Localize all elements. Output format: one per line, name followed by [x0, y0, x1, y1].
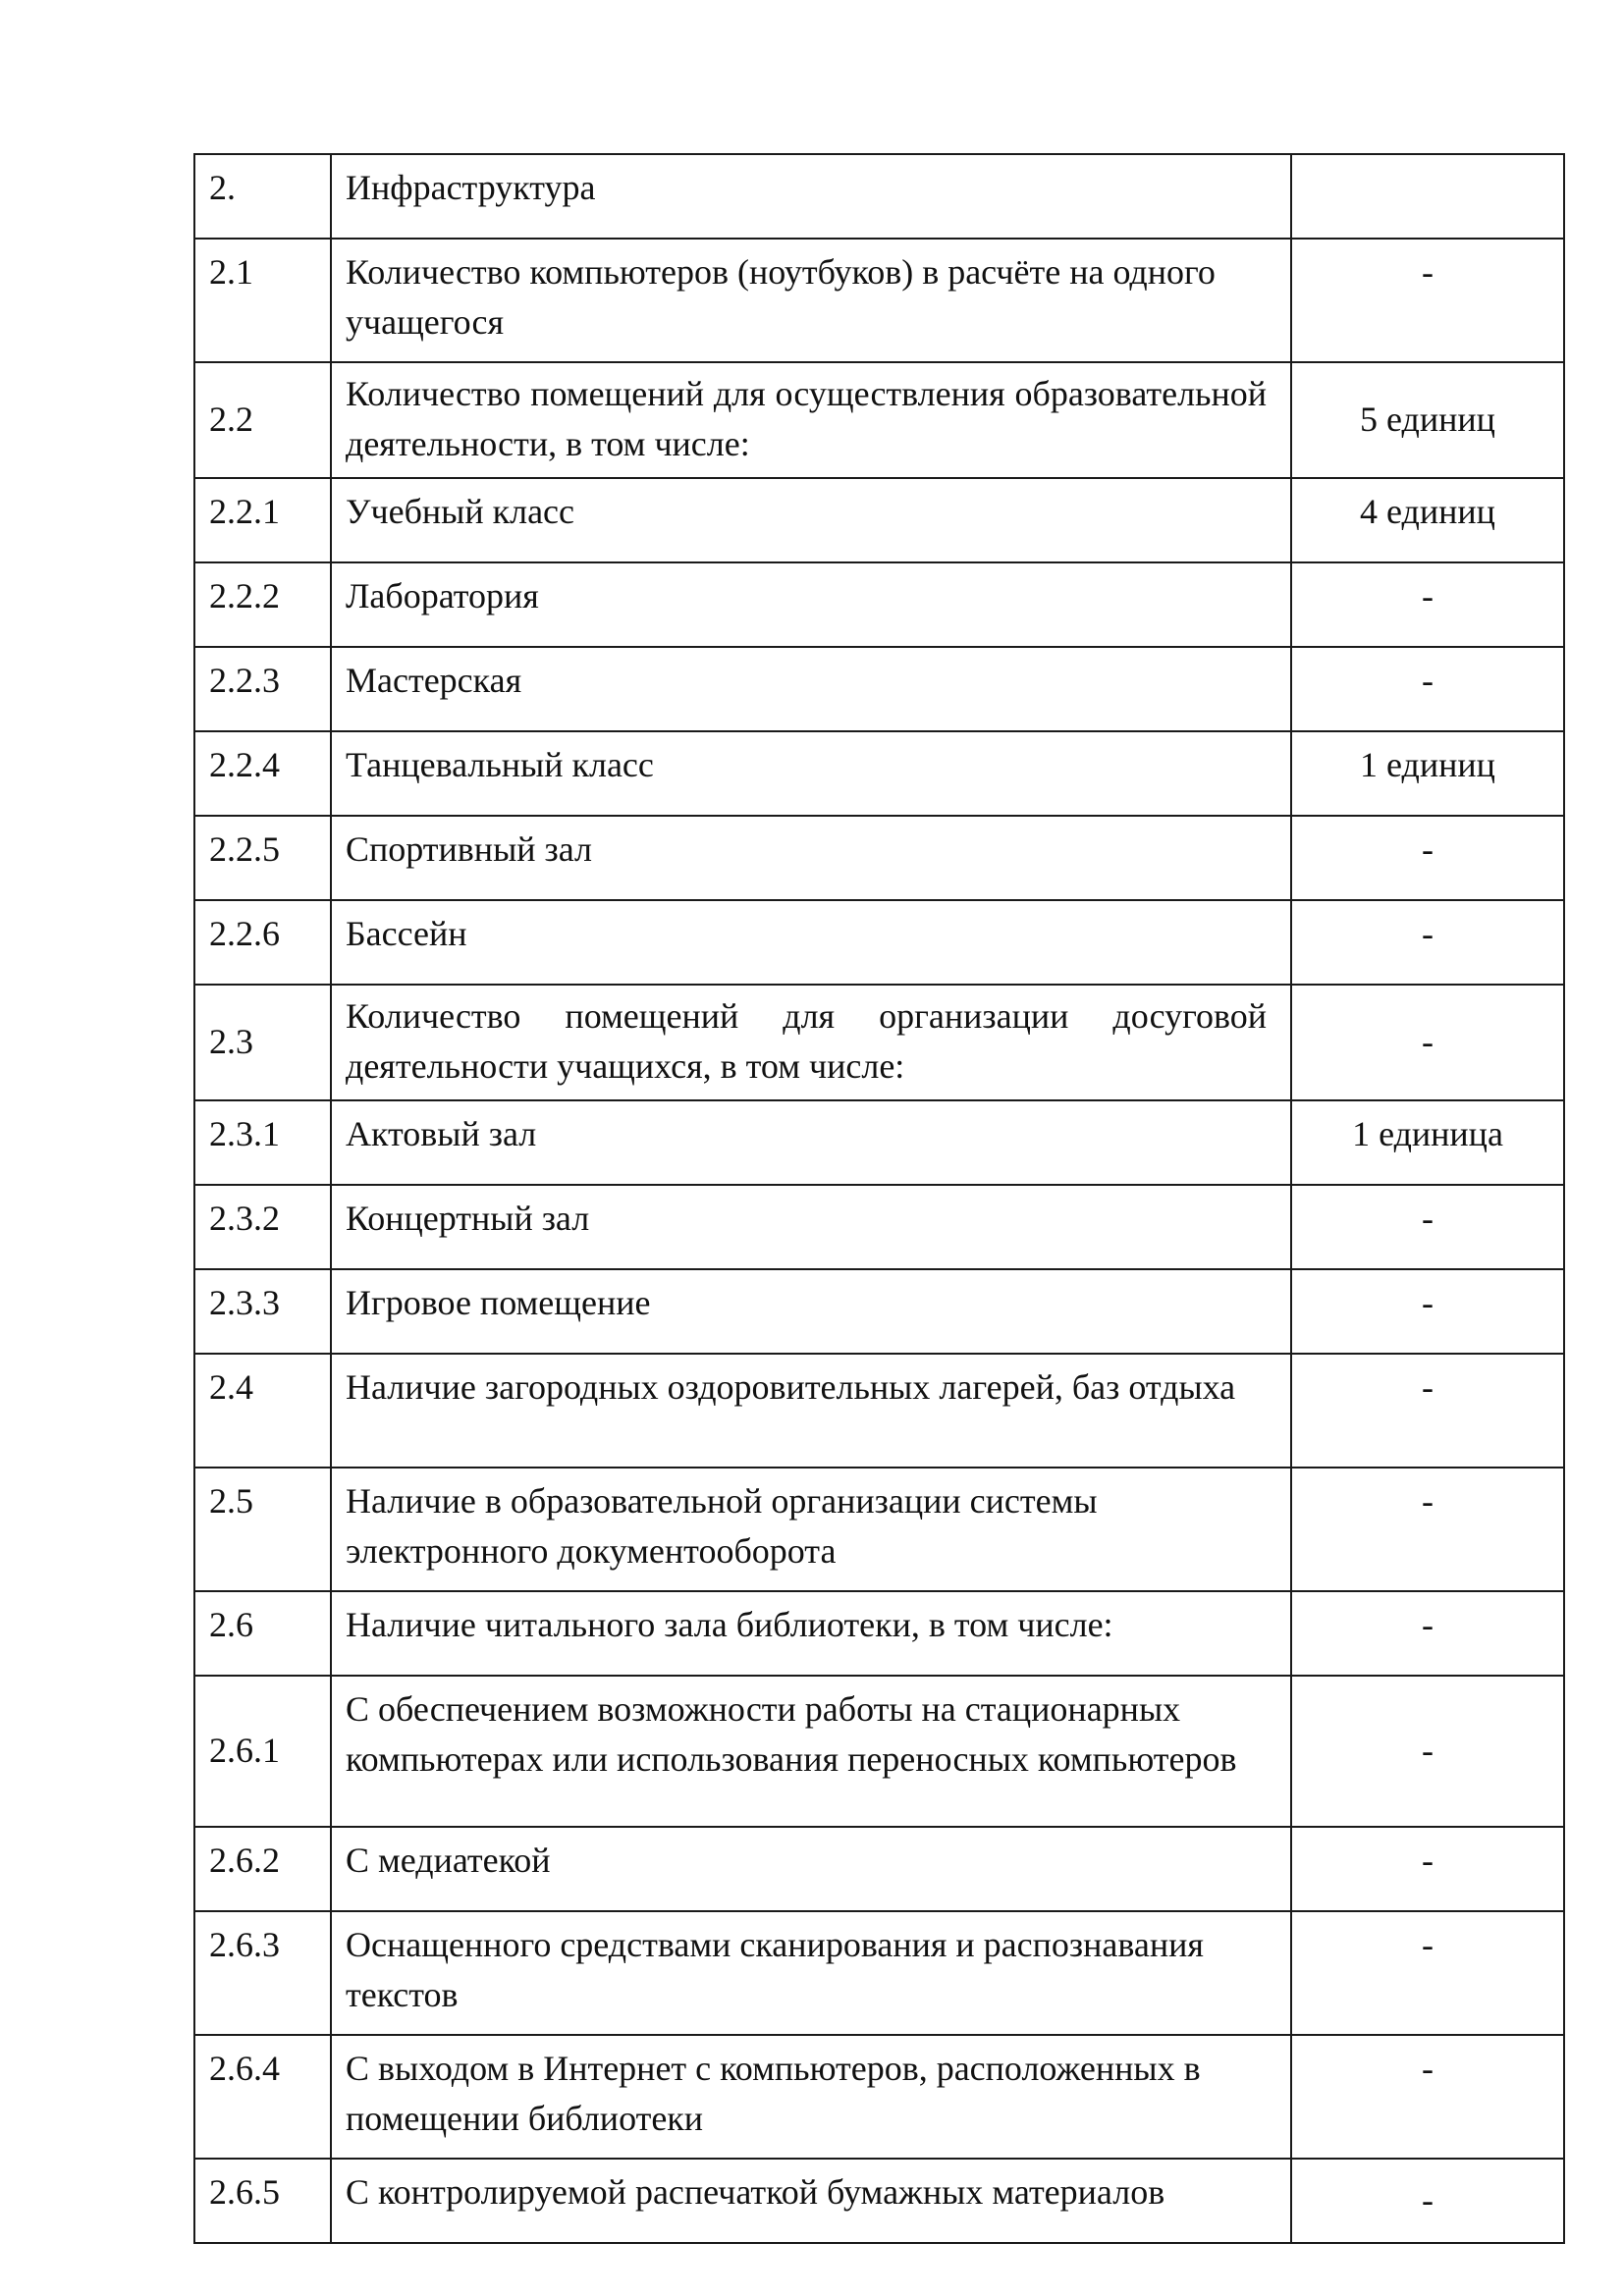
row-indicator: С выходом в Интернет с компьютеров, расположенных в помещении библиотеки	[331, 2035, 1291, 2159]
table-row	[194, 731, 1564, 816]
row-value: -	[1291, 985, 1564, 1100]
row-value: -	[1291, 900, 1564, 985]
row-value: 1 единиц	[1291, 731, 1564, 816]
row-number: 2.1	[194, 239, 331, 362]
table-row	[194, 816, 1564, 900]
table-row	[194, 154, 1564, 239]
row-number: 2.6.2	[194, 1827, 331, 1911]
row-number: 2.6	[194, 1591, 331, 1676]
table-row	[194, 478, 1564, 562]
row-value	[1291, 154, 1564, 239]
row-number: 2.2.4	[194, 731, 331, 816]
row-number: 2.	[194, 154, 331, 239]
row-indicator: Танцевальный класс	[331, 731, 1291, 816]
row-number: 2.6.4	[194, 2035, 331, 2159]
row-number: 2.2.5	[194, 816, 331, 900]
row-indicator: Лаборатория	[331, 562, 1291, 647]
row-indicator: Актовый зал	[331, 1100, 1291, 1185]
table-row	[194, 900, 1564, 985]
row-value: -	[1291, 647, 1564, 731]
row-number: 2.2.2	[194, 562, 331, 647]
row-indicator: Количество помещений для организации досуговой деятельности учащихся, в том числе:	[331, 985, 1291, 1100]
row-indicator: Наличие читального зала библиотеки, в том числе:	[331, 1591, 1291, 1676]
row-value: -	[1291, 1676, 1564, 1827]
row-number: 2.4	[194, 1354, 331, 1468]
row-value: -	[1291, 2159, 1564, 2243]
row-indicator: Количество компьютеров (ноутбуков) в расчёте на одного учащегося	[331, 239, 1291, 362]
row-value: -	[1291, 1827, 1564, 1911]
row-number: 2.2	[194, 362, 331, 478]
row-indicator: Наличие в образовательной организации системы электронного документооборота	[331, 1468, 1291, 1591]
infrastructure-table	[193, 153, 1565, 2244]
table-row	[194, 1468, 1564, 1591]
row-indicator: Количество помещений для осуществления образовательной деятельности, в том числе:	[331, 362, 1291, 478]
row-number: 2.6.5	[194, 2159, 331, 2243]
row-number: 2.6.1	[194, 1676, 331, 1827]
table-row	[194, 562, 1564, 647]
row-value: -	[1291, 1591, 1564, 1676]
row-value: -	[1291, 1185, 1564, 1269]
row-indicator: Бассейн	[331, 900, 1291, 985]
row-number: 2.3.2	[194, 1185, 331, 1269]
row-indicator: С контролируемой распечаткой бумажных материалов	[331, 2159, 1291, 2243]
row-number: 2.6.3	[194, 1911, 331, 2035]
table-row	[194, 2159, 1564, 2243]
row-indicator: Учебный класс	[331, 478, 1291, 562]
row-indicator: Инфраструктура	[331, 154, 1291, 239]
row-value: 5 единиц	[1291, 362, 1564, 478]
row-number: 2.3	[194, 985, 331, 1100]
row-value: 1 единица	[1291, 1100, 1564, 1185]
row-value: -	[1291, 816, 1564, 900]
row-indicator: С медиатекой	[331, 1827, 1291, 1911]
table-row	[194, 362, 1564, 478]
table-row	[194, 1354, 1564, 1468]
row-number: 2.3.1	[194, 1100, 331, 1185]
table-row	[194, 1827, 1564, 1911]
table-row	[194, 1911, 1564, 2035]
row-number: 2.2.6	[194, 900, 331, 985]
row-indicator: Концертный зал	[331, 1185, 1291, 1269]
row-value: -	[1291, 2035, 1564, 2159]
row-value: -	[1291, 1269, 1564, 1354]
row-number: 2.3.3	[194, 1269, 331, 1354]
row-indicator: Наличие загородных оздоровительных лагерей, баз отдыха	[331, 1354, 1291, 1468]
table-row	[194, 239, 1564, 362]
row-value: 4 единиц	[1291, 478, 1564, 562]
row-number: 2.2.1	[194, 478, 331, 562]
table-row	[194, 1591, 1564, 1676]
row-indicator: Спортивный зал	[331, 816, 1291, 900]
row-indicator: Мастерская	[331, 647, 1291, 731]
table-row	[194, 647, 1564, 731]
table-row	[194, 1269, 1564, 1354]
row-value: -	[1291, 562, 1564, 647]
row-indicator: С обеспечением возможности работы на стационарных компьютерах или использования переносных компьютеров	[331, 1676, 1291, 1827]
row-value: -	[1291, 239, 1564, 362]
table-row	[194, 1185, 1564, 1269]
table-row	[194, 1100, 1564, 1185]
row-number: 2.2.3	[194, 647, 331, 731]
table-row	[194, 1676, 1564, 1827]
row-number: 2.5	[194, 1468, 331, 1591]
row-value: -	[1291, 1354, 1564, 1468]
table-row	[194, 985, 1564, 1100]
row-indicator: Оснащенного средствами сканирования и распознавания текстов	[331, 1911, 1291, 2035]
row-value: -	[1291, 1468, 1564, 1591]
table-row	[194, 2035, 1564, 2159]
row-value: -	[1291, 1911, 1564, 2035]
row-indicator: Игровое помещение	[331, 1269, 1291, 1354]
